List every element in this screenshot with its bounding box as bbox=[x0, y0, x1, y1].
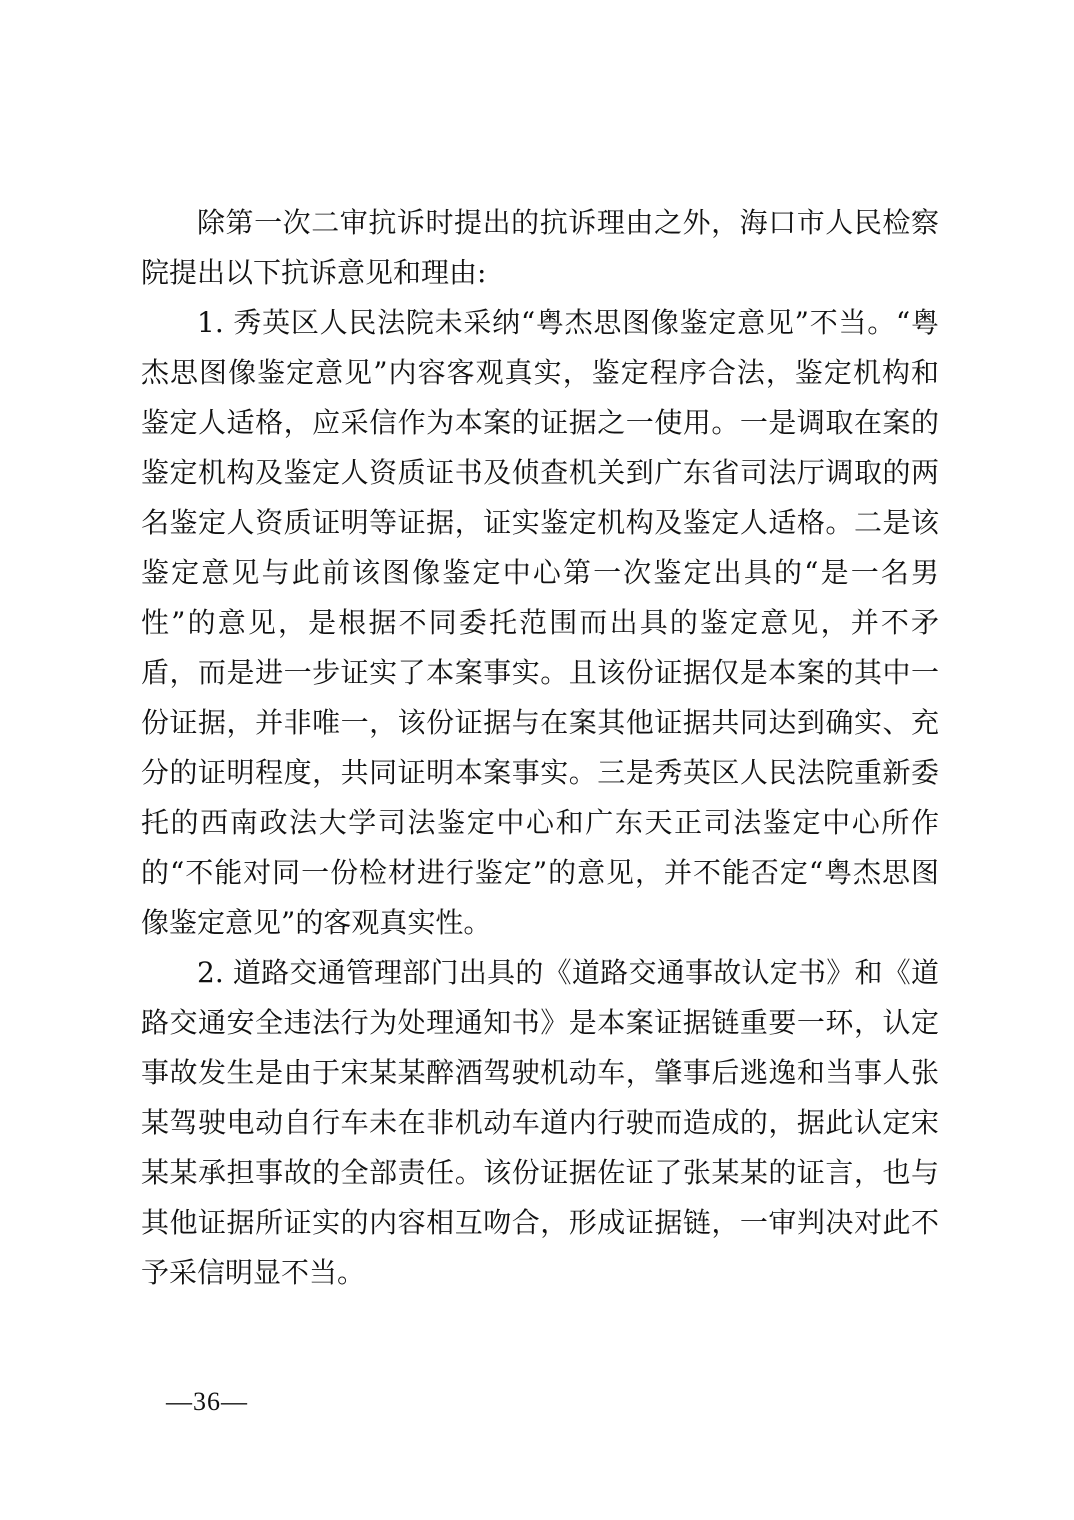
paragraph-intro: 除第一次二审抗诉时提出的抗诉理由之外，海口市人民检察院提出以下抗诉意见和理由: bbox=[141, 206, 939, 289]
page-number: —36— bbox=[166, 1387, 248, 1416]
paragraph-point-1: 1. 秀英区人民法院未采纳“粤杰思图像鉴定意见”不当。“粤杰思图像鉴定意见”内容客观真实，鉴定程序合法，鉴定机构和鉴定人适格，应采信作为本案的证据之一使用。一是调取在案的鉴定机构及鉴定人资质证书及侦查机关到广东省司法厅调取的两名鉴定人资质证明等证据，证实鉴定机构及鉴定人适格。二是该鉴定意见与此前该图像鉴定中心第一次鉴定出具的“是一名男性”的意见，是根据不同委托范围而出具的鉴定意见，并不矛盾，而是进一步证实了本案事实。且该份证据仅是本案的其中一份证据，并非唯一，该份证据与在案其他证据共同达到确实、充分的证明程度，共同证明本案事实。三是秀英区人民法院重新委托的西南政法大学司法鉴定中心和广东天正司法鉴定中心所作的“不能对同一份检材进行鉴定”的意见，并不能否定“粤杰思图像鉴定意见”的客观真实性。 bbox=[141, 306, 939, 939]
paragraph-point-2: 2. 道路交通管理部门出具的《道路交通事故认定书》和《道路交通安全违法行为处理通知书》是本案证据链重要一环，认定事故发生是由于宋某某醉酒驾驶机动车，肇事后逃逸和当事人张某驾驶电动自行车未在非机动车道内行驶而造成的，据此认定宋某某承担事故的全部责任。该份证据佐证了张某某的证言，也与其他证据所证实的内容相互吻合，形成证据链，一审判决对此不予采信明显不当。 bbox=[141, 956, 939, 1289]
document-body bbox=[141, 198, 939, 1298]
